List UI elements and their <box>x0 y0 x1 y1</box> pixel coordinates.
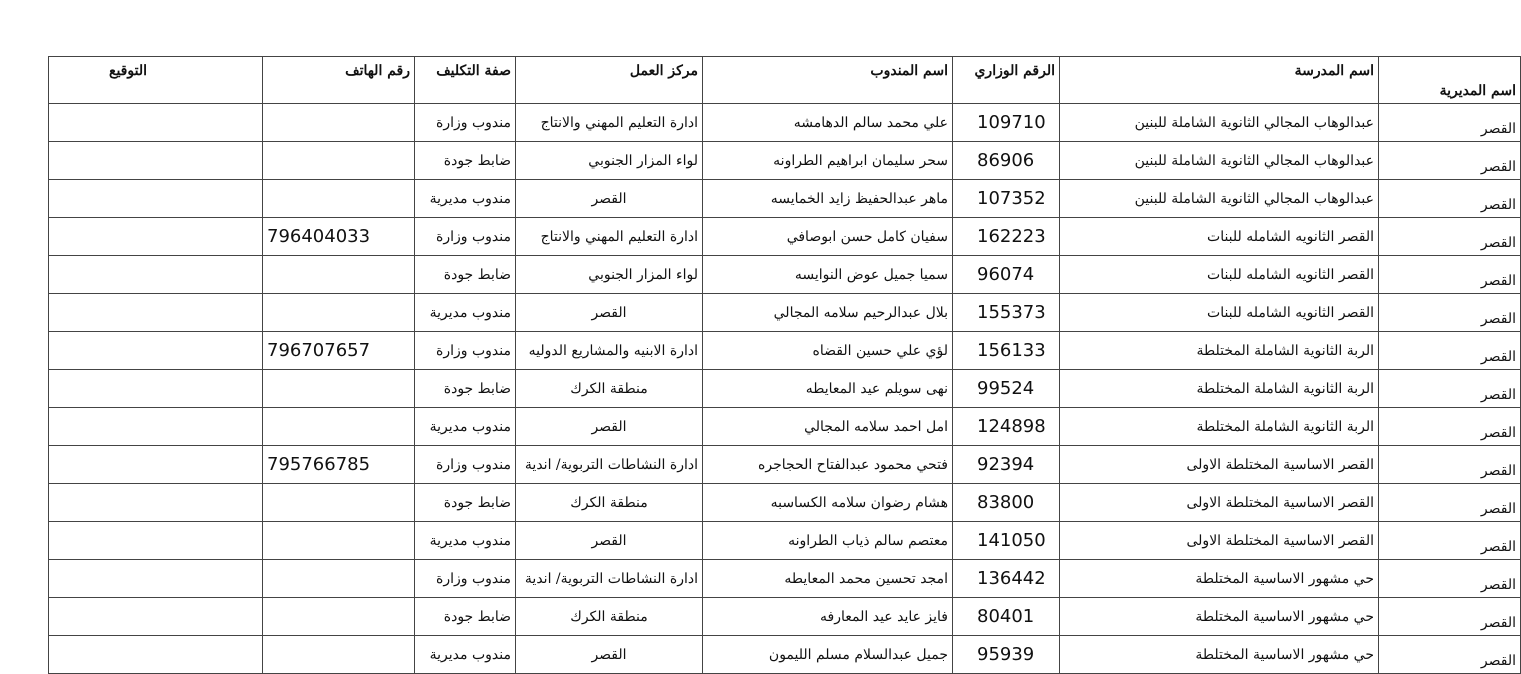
cell-delegate: علي محمد سالم الدهامشه <box>703 104 953 142</box>
cell-ministry-number: 162223 <box>953 218 1060 256</box>
cell-role: مندوب وزارة <box>415 104 516 142</box>
cell-ministry-number: 136442 <box>953 560 1060 598</box>
cell-delegate: سفيان كامل حسن ابوصافي <box>703 218 953 256</box>
cell-phone <box>263 256 415 294</box>
cell-work-center: منطقة الكرك <box>516 370 703 408</box>
cell-school: الربة الثانوية الشاملة المختلطة <box>1060 370 1379 408</box>
header-ministry-number: الرقم الوزاري <box>953 57 1060 104</box>
cell-school: الربة الثانوية الشاملة المختلطة <box>1060 408 1379 446</box>
cell-ministry-number: 96074 <box>953 256 1060 294</box>
cell-signature <box>49 484 263 522</box>
cell-directorate: القصر <box>1379 560 1521 598</box>
cell-signature <box>49 180 263 218</box>
cell-work-center: منطقة الكرك <box>516 598 703 636</box>
cell-phone: 795766785 <box>263 446 415 484</box>
table-body <box>49 57 1521 674</box>
cell-work-center: ادارة النشاطات التربوية/ اندية <box>516 560 703 598</box>
cell-directorate: القصر <box>1379 408 1521 446</box>
cell-directorate: القصر <box>1379 218 1521 256</box>
cell-school: القصر الثانويه الشامله للبنات <box>1060 256 1379 294</box>
cell-ministry-number: 155373 <box>953 294 1060 332</box>
header-school: اسم المدرسة <box>1060 57 1379 104</box>
header-row <box>49 57 1521 104</box>
cell-directorate: القصر <box>1379 522 1521 560</box>
table-row <box>49 370 1521 408</box>
cell-ministry-number: 92394 <box>953 446 1060 484</box>
cell-directorate: القصر <box>1379 294 1521 332</box>
cell-school: القصر الثانويه الشامله للبنات <box>1060 218 1379 256</box>
cell-work-center: القصر <box>516 294 703 332</box>
assignment-sheet <box>48 56 1516 669</box>
cell-ministry-number: 156133 <box>953 332 1060 370</box>
cell-role: مندوب مديرية <box>415 522 516 560</box>
header-work-center: مركز العمل <box>516 57 703 104</box>
cell-work-center: ادارة النشاطات التربوية/ اندية <box>516 446 703 484</box>
cell-directorate: القصر <box>1379 484 1521 522</box>
cell-directorate: القصر <box>1379 636 1521 674</box>
cell-ministry-number: 83800 <box>953 484 1060 522</box>
cell-phone <box>263 408 415 446</box>
cell-work-center: القصر <box>516 180 703 218</box>
cell-directorate: القصر <box>1379 104 1521 142</box>
cell-delegate: بلال عبدالرحيم سلامه المجالي <box>703 294 953 332</box>
cell-ministry-number: 80401 <box>953 598 1060 636</box>
cell-work-center: لواء المزار الجنوبي <box>516 142 703 180</box>
assignment-table <box>48 56 1521 674</box>
table-row <box>49 598 1521 636</box>
cell-phone <box>263 484 415 522</box>
cell-work-center: القصر <box>516 636 703 674</box>
cell-phone <box>263 104 415 142</box>
cell-school: حي مشهور الاساسية المختلطة <box>1060 598 1379 636</box>
cell-ministry-number: 141050 <box>953 522 1060 560</box>
cell-signature <box>49 142 263 180</box>
cell-directorate: القصر <box>1379 256 1521 294</box>
cell-phone <box>263 142 415 180</box>
cell-school: القصر الاساسية المختلطة الاولى <box>1060 446 1379 484</box>
table-row <box>49 408 1521 446</box>
cell-signature <box>49 294 263 332</box>
cell-role: ضابط جودة <box>415 598 516 636</box>
cell-work-center: ادارة الابنيه والمشاريع الدوليه <box>516 332 703 370</box>
cell-directorate: القصر <box>1379 180 1521 218</box>
cell-phone <box>263 370 415 408</box>
cell-directorate: القصر <box>1379 142 1521 180</box>
cell-work-center: ادارة التعليم المهني والانتاج <box>516 218 703 256</box>
cell-role: مندوب مديرية <box>415 180 516 218</box>
cell-role: مندوب وزارة <box>415 446 516 484</box>
cell-ministry-number: 95939 <box>953 636 1060 674</box>
cell-signature <box>49 332 263 370</box>
cell-delegate: لؤي علي حسين القضاه <box>703 332 953 370</box>
cell-signature <box>49 370 263 408</box>
cell-school: حي مشهور الاساسية المختلطة <box>1060 560 1379 598</box>
cell-phone <box>263 522 415 560</box>
cell-school: الربة الثانوية الشاملة المختلطة <box>1060 332 1379 370</box>
table-row <box>49 560 1521 598</box>
table-row <box>49 484 1521 522</box>
cell-work-center: ادارة التعليم المهني والانتاج <box>516 104 703 142</box>
cell-school: القصر الثانويه الشامله للبنات <box>1060 294 1379 332</box>
cell-ministry-number: 107352 <box>953 180 1060 218</box>
header-role: صفة التكليف <box>415 57 516 104</box>
cell-signature <box>49 256 263 294</box>
table-row <box>49 256 1521 294</box>
cell-delegate: فايز عايد عيد المعارفه <box>703 598 953 636</box>
cell-delegate: سميا جميل عوض النوايسه <box>703 256 953 294</box>
cell-role: ضابط جودة <box>415 370 516 408</box>
cell-signature <box>49 408 263 446</box>
cell-signature <box>49 636 263 674</box>
cell-role: مندوب وزارة <box>415 332 516 370</box>
cell-ministry-number: 109710 <box>953 104 1060 142</box>
cell-school: عبدالوهاب المجالي الثانوية الشاملة للبنين <box>1060 142 1379 180</box>
table-row <box>49 294 1521 332</box>
cell-role: مندوب وزارة <box>415 560 516 598</box>
cell-role: مندوب وزارة <box>415 218 516 256</box>
cell-school: عبدالوهاب المجالي الثانوية الشاملة للبنين <box>1060 180 1379 218</box>
cell-directorate: القصر <box>1379 332 1521 370</box>
header-delegate: اسم المندوب <box>703 57 953 104</box>
cell-role: ضابط جودة <box>415 256 516 294</box>
cell-phone <box>263 598 415 636</box>
cell-directorate: القصر <box>1379 370 1521 408</box>
table-row <box>49 636 1521 674</box>
table-row <box>49 332 1521 370</box>
cell-role: مندوب مديرية <box>415 294 516 332</box>
cell-delegate: سحر سليمان ابراهيم الطراونه <box>703 142 953 180</box>
cell-signature <box>49 598 263 636</box>
cell-role: ضابط جودة <box>415 484 516 522</box>
cell-delegate: معتصم سالم ذياب الطراونه <box>703 522 953 560</box>
cell-directorate: القصر <box>1379 446 1521 484</box>
table-row <box>49 522 1521 560</box>
cell-role: مندوب مديرية <box>415 636 516 674</box>
cell-school: القصر الاساسية المختلطة الاولى <box>1060 522 1379 560</box>
cell-school: حي مشهور الاساسية المختلطة <box>1060 636 1379 674</box>
cell-delegate: جميل عبدالسلام مسلم الليمون <box>703 636 953 674</box>
cell-work-center: لواء المزار الجنوبي <box>516 256 703 294</box>
table-row <box>49 218 1521 256</box>
cell-school: القصر الاساسية المختلطة الاولى <box>1060 484 1379 522</box>
cell-work-center: منطقة الكرك <box>516 484 703 522</box>
cell-phone: 796707657 <box>263 332 415 370</box>
table-row <box>49 180 1521 218</box>
cell-directorate: القصر <box>1379 598 1521 636</box>
cell-role: ضابط جودة <box>415 142 516 180</box>
cell-signature <box>49 560 263 598</box>
cell-signature <box>49 104 263 142</box>
cell-delegate: ماهر عبدالحفيظ زايد الخمايسه <box>703 180 953 218</box>
table-row <box>49 104 1521 142</box>
cell-phone <box>263 294 415 332</box>
cell-ministry-number: 86906 <box>953 142 1060 180</box>
cell-signature <box>49 522 263 560</box>
header-signature: التوقيع <box>49 57 263 104</box>
cell-ministry-number: 99524 <box>953 370 1060 408</box>
cell-delegate: هشام رضوان سلامه الكساسبه <box>703 484 953 522</box>
cell-work-center: القصر <box>516 408 703 446</box>
table-row <box>49 142 1521 180</box>
header-directorate: اسم المديرية <box>1379 57 1521 104</box>
table-row <box>49 446 1521 484</box>
cell-work-center: القصر <box>516 522 703 560</box>
cell-phone <box>263 560 415 598</box>
cell-role: مندوب مديرية <box>415 408 516 446</box>
cell-ministry-number: 124898 <box>953 408 1060 446</box>
cell-delegate: نهى سويلم عيد المعايطه <box>703 370 953 408</box>
cell-phone: 796404033 <box>263 218 415 256</box>
cell-signature <box>49 218 263 256</box>
cell-phone <box>263 180 415 218</box>
cell-school: عبدالوهاب المجالي الثانوية الشاملة للبنين <box>1060 104 1379 142</box>
cell-delegate: امل احمد سلامه المجالي <box>703 408 953 446</box>
cell-signature <box>49 446 263 484</box>
cell-delegate: امجد تحسين محمد المعايطه <box>703 560 953 598</box>
cell-phone <box>263 636 415 674</box>
header-phone: رقم الهاتف <box>263 57 415 104</box>
cell-delegate: فتحي محمود عبدالفتاح الحجاجره <box>703 446 953 484</box>
